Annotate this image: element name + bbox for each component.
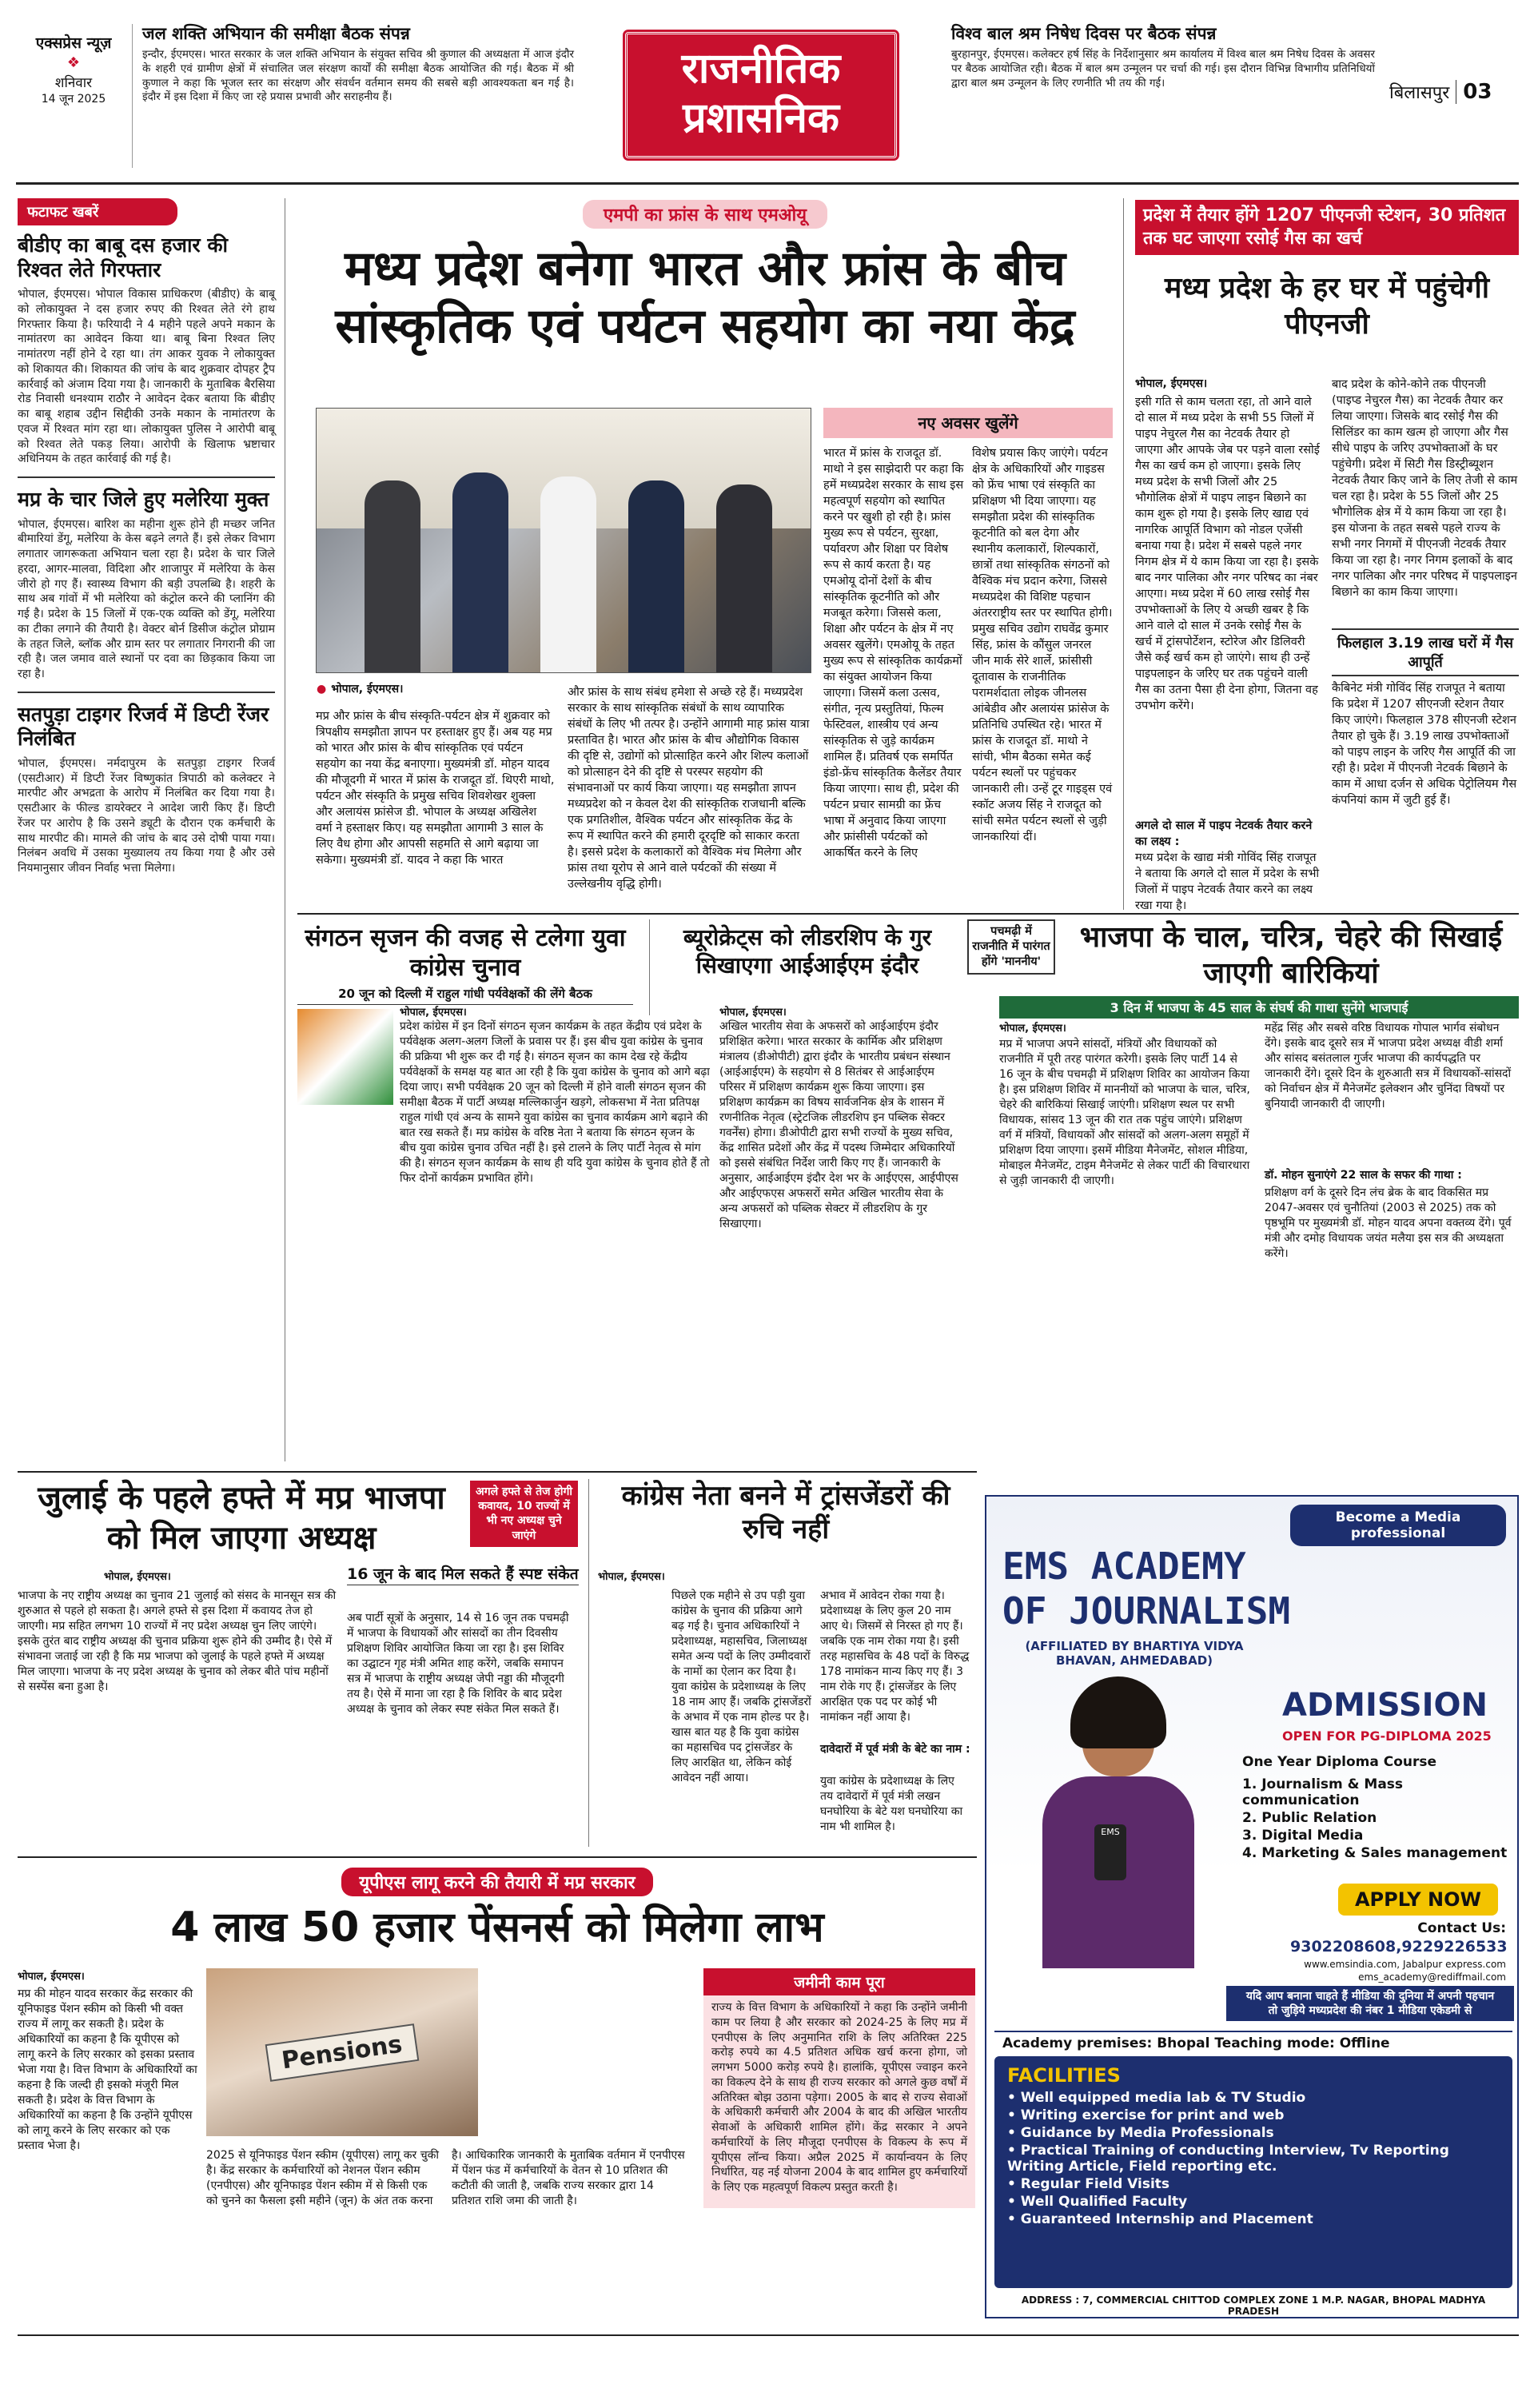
congress-dateline: भोपाल, ईएमएस। [400, 1007, 467, 1019]
bjp-kicker-box: पचमढ़ी में राजनीति में पारंगत होंगे 'माननीय' [967, 919, 1055, 975]
left-story-3-body: भोपाल, ईएमएस। नर्मदापुरम के सतपुड़ा टाइगर रिजर्व (एसटीआर) में डिप्टी रेंजर विष्णुकांत त्रिपाठी को कलेक्टर ने मारपीट और अभद्रता के आरोप में निलंबित कर दिया गया है। एसटीआर के फील्ड डायरेक्टर ने आदेश जारी किए हैं। डिप्टी रेंजर पर आरोप है कि उसने ड्यूटी के दौरान एक कर्मचारी के साथ मारपीट की। मामले की जांच के बाद उसे दोषी पाया गया। निलंबन अवधि में उसका मुख्यालय तय किया गया है और उसे नियमानुसार जीवन निर्वाह भत्ता मिलेगा। [18, 756, 275, 875]
bjp-president-body-b: अब पार्टी सूत्रों के अनुसार, 14 से 16 जून तक पचमढ़ी में भाजपा के विधायकों और सांसदों का तीन दिवसीय प्रशिक्षण शिविर आयोजित किया जा रहा है। इस शिविर का उद्घाटन गृह मंत्री अमित शाह करेंगे, जबकि समापन सत्र में भाजपा के राष्ट्रीय अध्यक्ष जेपी नड्डा की मौजूदगी तय है। ऐसे में माना जा रहा है कि शिविर के बाद प्रदेश अध्यक्ष के चुनाव को लेकर स्पष्ट संकेत मिल सकते हैं। [347, 1612, 569, 1716]
right-headline: मध्य प्रदेश के हर घर में पहुंचेगी पीएनजी [1164, 272, 1490, 341]
section-title-line1: राजनीतिक [681, 45, 841, 93]
transgender-headline: कांग्रेस नेता बनने में ट्रांसजेंडरों की रुचि नहीं [621, 1480, 950, 1546]
ad-course-list [1242, 1775, 1517, 1863]
ad-admission: ADMISSION [1282, 1687, 1488, 1724]
right-sub2: फिलहाल 3.19 लाख घरों में गैस आपूर्ति [1332, 628, 1519, 676]
ad-course-1: 1. Journalism & Mass communication [1242, 1776, 1404, 1808]
brand-name: एक्सप्रेस न्यूज़ [35, 34, 112, 52]
lead-sidebar-label: नए अवसर खुलेंगे [918, 413, 1018, 433]
left-column [18, 198, 275, 876]
masthead-date: 14 जून 2025 [41, 93, 106, 106]
ad-facility-6: • Well Qualified Faculty [1007, 2194, 1188, 2210]
lead-kicker: एमपी का फ्रांस के साथ एमओयू [583, 200, 827, 229]
lead-photo [316, 408, 811, 673]
left-story-2-body: भोपाल, ईएमएस। बारिश का महीना शुरू होने ही मच्छर जनित बीमारियां डेंगू, मलेरिया के केस बढ़ने लगते हैं। इसे लेकर विभाग लगातार जागरूकता अभियान चला रहा है। प्रदेश के चार जिले हरदा, आगर-मालवा, विदिशा और शाजापुर में मलेरिया के केस जीरो हो गए हैं। स्वास्थ्य विभाग की बड़ी उपलब्धि है। शहरी के साथ अब गांवों में भी मलेरिया को कंट्रोल करने की प्लानिंग की गई है। प्रदेश के 15 जिलों में एक-एक व्यक्ति को डेंगू, मलेरिया का टीका लगाने की तैयारी है। वेक्टर बोर्न डिसीज कंट्रोल प्रोग्राम के तहत जिले, ब्लॉक और ग्राम स्तर पर लगातार निगरानी की जा रही है। जल जमाव वाले स्थानों पर दवा का छिड़काव किया जा रहा है। [18, 517, 275, 680]
bjp-president-body-a: भाजपा के नए राष्ट्रीय अध्यक्ष का चुनाव 21 जुलाई को संसद के मानसून सत्र की शुरुआत से पहले हो सकता है। अगले हफ्ते से इस दिशा में कवायद तेज हो जाएगी। मप्र सहित लगभग 10 राज्यों में नए प्रदेश अध्यक्ष चुन लिए जाएंगे। इसके तुरंत बाद राष्ट्रीय अध्यक्ष की चुनाव प्रक्रिया शुरू होने की उम्मीद है। ऐसे में संभावना जताई जा रही है कि मप्र भाजपा को जुलाई के पहले हफ्ते में अध्यक्ष मिल जाएगा। भाजपा के नए प्रदेश अध्यक्ष के चुनाव को लेकर बीते पांच महीनों से सस्पेंस बना हुआ है। [18, 1589, 337, 1693]
bureaucrats-body: अखिल भारतीय सेवा के अफसरों को आईआईएम इंदौर प्रशिक्षित करेगा। भारत सरकार के कार्मिक और प्रशिक्षण मंत्रालय (डीओपीटी) द्वारा इंदौर के भारतीय प्रबंधन संस्थान (आईआईएम) के सहयोग से 8 सितंबर से आईआईएम परिसर में प्रशिक्षण कार्यक्रम शुरू किया जाएगा। इस प्रशिक्षण कार्यक्रम का विषय सार्वजनिक क्षेत्र के शासन में रणनीतिक नेतृत्व (स्ट्रेटजिक लीडरशिप इन पब्लिक सेक्टर गवर्नेंस) होगा। डीओपीटी द्वारा सभी राज्यों के मुख्य सचिव, केंद्र शासित प्रदेशों और केंद्र में पदस्थ जिम्मेदार अधिकारियों को इससे संबंधित निर्देश जारी किए गए हैं। जानकारी के अनुसार, आईआईएम इंदौर देश भर के आईएएस, आईपीएस और आईएफएस अफसरों समेत अखिल भारतीय सेवा के अन्य अफसरों को पब्लिक सेक्टर में लीडरशिप के गुर सिखाएगा। [719, 1020, 958, 1230]
brand-ornament-icon: ❖ [66, 54, 81, 71]
ad-facility-3: • Guidance by Media Professionals [1007, 2125, 1274, 2141]
right-body-d: कैबिनेट मंत्री गोविंद सिंह राजपूत ने बताया कि प्रदेश में 1207 सीएनजी स्टेशन तैयार किए जाएंगे। फिलहाल 378 सीएनजी स्टेशन तैयार हो चुके हैं। 3.19 लाख उपभोक्ताओं को पाइप लाइन के जरिए गैस आपूर्ति की जा रही है। प्रदेश में पीएनजी नेटवर्क बिछाने के काम में आधा दर्जन से अधिक पेट्रोलियम गैस कंपनियां काम में जुटी हुई हैं। [1332, 682, 1517, 807]
section-banner [625, 32, 897, 158]
lead-body-a: मप्र और फ्रांस के बीच संस्कृति-पर्यटन क्षेत्र में शुक्रवार को त्रिपक्षीय समझौता ज्ञापन पर हस्ताक्षर हुए हैं। अब यह मप्र को भारत और फ्रांस के बीच सांस्कृतिक एवं पर्यटन सहयोग का नया केंद्र बनाएगा। मुख्यमंत्री डॉ. मोहन यादव की मौजूदगी में भारत में फ्रांस के राजदूत डॉ. थिएरी माथो, पर्यटन और संस्कृति के प्रमुख सचिव शिवशेखर शुक्ला और अलायंस फ्रांसेज डी. भोपाल के अध्यक्ष अखिलेश वर्मा ने हस्ताक्षर किए। यह समझौता आगामी 3 साल के लिए वैध होगा और आपसी सहमति से आगे बढ़ाया जा सकेगा। मुख्यमंत्री डॉ. यादव ने कहा कि भारत [316, 710, 555, 867]
bullet-icon: • [1007, 2176, 1021, 2192]
left-story-1 [18, 233, 275, 467]
masthead [0, 0, 1534, 184]
bjp-dateline: भोपाल, ईएमएस। [999, 1023, 1066, 1035]
ad-course-3: 3. Digital Media [1242, 1828, 1364, 1844]
pension-body-b: 2025 से यूनिफाइड पेंशन स्कीम (यूपीएस) लागू कर चुकी है। केंद्र सरकार के कर्मचारियों को नेशनल पेंशन स्कीम (एनपीएस) और यूनिफाइड पेंशन स्कीम में से किसी एक को चुनने का फैसला इसी महीने (जून) के अंत तक करना है। आधिकारिक जानकारी के मुताबिक वर्तमान में एनपीएस में पेंशन फंड में कर्मचारियों के वेतन से 10 प्रतिशत की कटौती की जाती है, जबकि राज्य सरकार द्वारा 14 प्रतिशत राशि जमा की जाती है। [206, 2149, 685, 2207]
transgender-dateline: भोपाल, ईएमएस। [598, 1571, 665, 1583]
right-body-b: मध्य प्रदेश के खाद्य मंत्री गोविंद सिंह राजपूत ने बताया कि अगले दो साल में प्रदेश के सभी जिलों में पाइप नेटवर्क तैयार करने का लक्ष्य रखा गया है। [1135, 851, 1320, 912]
bjp-sub: डॉ. मोहन सुनाएंगे 22 साल के सफर की गाथा : [1265, 1169, 1462, 1182]
pension-dateline: भोपाल, ईएमएस। [18, 1971, 85, 1983]
lead-headline: मध्य प्रदेश बनेगा भारत और फ्रांस के बीच सांस्कृतिक एवं पर्यटन सहयोग का नया केंद्र [335, 241, 1075, 354]
transgender-sub: दावेदारों में पूर्व मंत्री के बेटे का नाम : [820, 1743, 970, 1756]
ad-email: ems_academy@rediffmail.com [1358, 1971, 1506, 1983]
pension-body-a: मप्र की मोहन यादव सरकार केंद्र सरकार की यूनिफाइड पेंशन स्कीम को किसी भी वक्त राज्य में लागू कर सकती है। प्रदेश के अधिकारियों का कहना है कि यूपीएस को लागू करने के लिए सरकार को इसका प्रस्ताव भेजा गया है। वित्त विभाग के अधिकारियों का कहना है कि जल्दी ही इसको मंजूरी मिल सकती है। प्रदेश के वित्त विभाग के अधिकारियों का कहना है कि उन्होंने यूपीएस को लागू करने के लिए सरकार को एक प्रस्ताव भेजा है। [18, 1987, 197, 2152]
bjp-deck: 3 दिन में भाजपा के 45 साल के संघर्ष की गाथा सुनेंगे भाजपाई [999, 996, 1519, 1019]
congress-photo [297, 1009, 393, 1105]
ad-open-for: OPEN FOR PG-DIPLOMA 2025 [1282, 1728, 1492, 1744]
ad-title-2: OF JOURNALISM [1002, 1589, 1291, 1633]
right-dateline: भोपाल, ईएमएस। [1135, 377, 1208, 390]
transgender-body-a: पिछले एक महीने से उप पड़ी युवा कांग्रेस के चुनाव की प्रक्रिया आगे बढ़ गई है। चुनाव अधिकारियों ने प्रदेशाध्यक्ष, महासचिव, जिलाध्यक्ष समेत अन्य पदों के लिए उम्मीदवारों के नामों का ऐलान कर दिया है। युवा कांग्रेस के प्रदेशाध्यक्ष के लिए 18 नाम आए हैं। जबकि ट्रांसजेंडरों के अभाव में एक नाम होल्ड पर है। खास बात यह है कि युवा कांग्रेस का महासचिव पद ट्रांसजेंडर के लिए आरक्षित था, लेकिन कोई आवेदन नहीं आया। [671, 1589, 811, 1784]
ad-facility-7: • Guaranteed Internship and Placement [1007, 2211, 1313, 2227]
right-sub1: अगले दो साल में पाइप नेटवर्क तैयार करने का लक्ष्य : [1135, 819, 1313, 848]
bjp-president-headline: जुलाई के पहले हफ्ते में मप्र भाजपा को मिल जाएगा अध्यक्ष [38, 1480, 445, 1557]
page-number: 03 [1463, 80, 1492, 104]
bjp-president-side-box: अगले हफ्ते से तेज होगी कवायद, 10 राज्यों में भी नए अध्यक्ष चुने जाएंगे [470, 1481, 578, 1547]
bjp-headline: भाजपा के चाल, चरित्र, चेहरे की सिखाई जाएगी बारिकियां [1079, 921, 1503, 990]
right-body-c: बाद प्रदेश के कोने-कोने तक पीएनजी (पाइप्ड नेचुरल गैस) का नेटवर्क तैयार कर लिया जाएगा। जिसके बाद रसोई गैस की सिलिंडर का काम खत्म हो जाएगा और गैस सीधे पाइप के जरिए उपभोक्ताओं के घर पहुंचेगी। प्रदेश में सिटी गैस डिस्ट्रीब्यूशन नेटवर्क तैयार किए जाने के लिए तेजी से काम चल रहा है। प्रदेश के 55 जिलों और 25 भौगोलिक क्षेत्र में ये काम किया जा रहा है। इस योजना के तहत सबसे पहले राज्य के सभी नगर निगमों में पीएनजी नेटवर्क तैयार किया जा रहा है। नगर निगम इलाकों के बाद नगर पालिका और नगर परिषद में पाइपलाइन बिछाने का काम किया जाएगा। [1332, 378, 1518, 599]
ad-facilities-title: FACILITIES [1007, 2064, 1121, 2087]
lead-sidebar [823, 408, 1113, 438]
ad-top-tag: Become a Media professional [1290, 1505, 1506, 1546]
pension-kicker: यूपीएस लागू करने की तैयारी में मप्र सरकार [341, 1868, 652, 1896]
bullet-icon: • [1007, 2125, 1021, 2141]
right-body-a: इसी गति से काम चलता रहा, तो आने वाले दो साल में मध्य प्रदेश के सभी 55 जिलों में पाइप नेचुरल गैस का नेटवर्क तैयार हो जाएगा और आपके जेब पर पड़ने वाला रसोई गैस का खर्च कम हो जाएगा। इसके लिए मध्य प्रदेश के सभी जिलों और 25 भौगोलिक क्षेत्रों में पाइप लाइन बिछाने का काम शुरू हो गया है। इसके लिए खाद्य एवं नागरिक आपूर्ति विभाग को नोडल एजेंसी बनाया गया है। प्रदेश में सबसे पहले नगर निगम क्षेत्र में ये काम किया जा रहा है। इसके बाद नगर पालिका और नगर परिषद का नंबर आएगा। मध्य प्रदेश में 60 लाख रसोई गैस उपभोक्ताओं के लिए ये अच्छी खबर है कि आने वाले दो साल में उनके रसोई गैस के खर्च में ट्रांसपोर्टेशन, स्टोरेज और डिलिवरी जैसे कई खर्च कम हो जाएंगे। साथ ही उन्हें पाइपलाइन के जरिए घर तक पहुंचने वाली गैस का उतना पैसा ही देना होगा, जितना वह उपभोग करेंगे। [1135, 396, 1320, 712]
pension-sidebar [703, 1968, 975, 2208]
transgender-body-b: अभाव में आवेदन रोका गया है। प्रदेशाध्यक्ष के लिए कुल 20 नाम आए थे। जिसमें से निरस्त हो गए हैं। जबकि एक नाम रोका गया है। इसी तरह महासचिव के 48 पदों के विरुद्ध 178 नामांकन मान्य किए गए हैं। 3 नाम रोके गए हैं। ट्रांसजेंडर के लिए आरक्षित एक पद पर कोई भी नामांकन नहीं आया है। [820, 1589, 970, 1724]
congress-body: प्रदेश कांग्रेस में इन दिनों संगठन सृजन कार्यक्रम के तहत केंद्रीय एवं प्रदेश के पर्यवेक्षक अलग-अलग जिलों के प्रवास पर हैं। इस बीच युवा कांग्रेस के चुनाव की प्रक्रिया भी शुरू कर दी गई है। संगठन सृजन का काम देख रहे केंद्रीय पर्यवेक्षकों के समक्ष यह बात आ रही है कि युवा कांग्रेस के चुनाव को आगे बढ़ा दिया जाए। सभी पर्यवेक्षक 20 जून को दिल्ली में होने वाली संगठन सृजन की समीक्षा बैठक में पार्टी अध्यक्ष मल्लिकार्जुन खड़गे, लोकसभा में नेता प्रतिपक्ष राहुल गांधी एवं अन्य के सामने युवा कांग्रेस का चुनाव कार्यक्रम आगे बढ़ाने की बात रख सकते हैं। मप्र कांग्रेस के वरिष्ठ नेता ने बताया कि संगठन सृजन के बीच युवा कांग्रेस चुनाव उचित नहीं है। इसे टालने के लिए पार्टी नेतृत्व से मांग की है। संगठन सृजन कार्यक्रम के साथ ही यदि युवा कांग्रेस के चुनाव होते हैं तो फिर दोनों कार्यक्रम प्रभावित होंगे। [400, 1020, 710, 1185]
left-story-2 [18, 488, 275, 682]
left-story-1-body: भोपाल, ईएमएस। भोपाल विकास प्राधिकरण (बीडीए) के बाबू को लोकायुक्त ने दस हजार रुपए की रिश्वत लेते रंगे हाथ गिरफ्तार किया है। फरियादी ने 4 महीने पहले अपने मकान के नामांतरण का आवेदन किया था। बाबू बिना रिश्वत लिए नामांतरण नहीं होने दे रहा था। तंग आकर युवक ने लोकायुक्त को शिकायत की। शिकायत की जांच के बाद शुक्रवार दोपहर ट्रैप कार्रवाई को अंजाम दिया गया है। जानकारी के मुताबिक बैरसिया रोड निवासी धनश्याम राठौर ने आवेदन देकर बताया कि बीडीए का बाबू शहाब उद्दीन सिद्दीकी उनके मकान के नामांतरण के एवज में रिश्वत मांग रहा था। लोकायुक्त पुलिस ने आरोपी बाबू को रिश्वत लेते पकड़ लिया। आरोपी के खिलाफ भ्रष्टाचार अधिनियम के तहत कार्रवाई की गई है। [18, 288, 275, 466]
ad-facility-1: • Well equipped media lab & TV Studio [1007, 2090, 1306, 2106]
bureaucrats-headline: ब्यूरोक्रेट्स को लीडरशिप के गुर सिखाएगा आईआईएम इंदौर [683, 924, 932, 979]
ad-title-1: EMS ACADEMY [1002, 1545, 1246, 1588]
section-title-line2: प्रशासनिक [683, 94, 839, 143]
ad-mic-label: EMS [1101, 1827, 1120, 1837]
ad-facility-5: • Regular Field Visits [1007, 2176, 1170, 2192]
congress-deck: 20 जून को दिल्ली में राहुल गांधी पर्यवेक्षकों की लेंगे बैठक [297, 986, 633, 1005]
masthead-divider [16, 182, 1519, 185]
left-story-2-headline: मप्र के चार जिले हुए मलेरिया मुक्त [18, 488, 269, 511]
bureaucrats-dateline: भोपाल, ईएमएस। [719, 1007, 787, 1019]
congress-story [297, 924, 633, 1005]
ad-apply-button[interactable]: APPLY NOW [1338, 1884, 1498, 1916]
bullet-icon: • [1007, 2090, 1021, 2106]
left-story-3 [18, 703, 275, 876]
ad-affiliation: (AFFILIATED BY BHARTIYA VIDYA BHAVAN, AHMEDABAD) [1025, 1639, 1244, 1668]
ad-presenter [1018, 1672, 1218, 1968]
quick-news-label: फटाफट खबरें [18, 198, 177, 225]
top-left-headline: जल शक्ति अभियान की समीक्षा बैठक संपन्न [142, 24, 410, 43]
ad-premises: Academy premises: Bhopal Teaching mode: Offline [994, 2031, 1512, 2055]
congress-headline: संगठन सृजन की वजह से टलेगा युवा कांग्रेस चुनाव [305, 924, 626, 982]
top-left-story [142, 22, 574, 105]
transgender-body-c: युवा कांग्रेस के प्रदेशाध्यक्ष के लिए तय दावेदारों में पूर्व मंत्री लखन घनघोरिया के बेटे यश घनघोरिया का नाम भी शामिल है। [820, 1775, 963, 1833]
ad-phones: 9302208608,9229226533 [1290, 1938, 1508, 1956]
bullet-icon: • [1007, 2143, 1021, 2159]
ad-facility-4: • Practical Training of conducting Interview, Tv Reporting Writing Article, Field reporting etc. [1007, 2143, 1449, 2175]
masthead-day: शनिवार [54, 75, 93, 91]
lead-body-c: भारत में फ्रांस के राजदूत डॉ. माथो ने इस साझेदारी पर कहा कि हमें मध्यप्रदेश सरकार के साथ इस महत्वपूर्ण सहयोग को स्थापित करने पर खुशी हो रही है। फ्रांस मुख्य रूप से पर्यटन, सुरक्षा, पर्यावरण और शिक्षा पर विशेष रूप से कार्य करता है। यह एमओयू दोनों देशों के बीच सांस्कृतिक कूटनीति को और मजबूत करेगा। जिससे कला, शिक्षा और पर्यटन के क्षेत्र में नए अवसर खुलेंगे। एमओयू के तहत मुख्य रूप से सांस्कृतिक कार्यक्रमों का संयुक्त आयोजन किया जाएगा। जिसमें कला उत्सव, संगीत, नृत्य प्रस्तुतियां, फिल्म फेस्टिवल, शास्त्रीय एवं अन्य सांस्कृतिक से जुड़े कार्यक्रम शामिल हैं। प्रतिवर्ष एक समर्पित इंडो-फ्रेंच सांस्कृतिक कैलेंडर तैयार किया जाएगा। साथ ही, प्रदेश की पर्यटन प्रचार सामग्री का फ्रेंच भाषा में अनुवाद किया जाएगा और फ्रांसीसी पर्यटकों को आकर्षित करने के लिए [823, 447, 964, 859]
ad-web: www.emsindia.com, Jabalpur express.com [1304, 1959, 1506, 1970]
top-left-body: इन्दौर, ईएमएस। भारत सरकार के जल शक्ति अभियान के संयुक्त सचिव श्री कुणाल की अध्यक्षता में आज इंदौर के शहरी एवं ग्रामीण क्षेत्रों में संचालित जल संरक्षण कार्यों की समीक्षा बैठक आयोजित की गई। बैठक में श्री कुणाल ने कहा कि भूजल स्तर का संरक्षण और संवर्धन वर्तमान समय की सबसे बड़ी आवश्यकता बन गई है। इंदौर में इस दिशा में किए जा रहे प्रयास प्रभावी और सराहनीय हैं। [142, 48, 574, 104]
ad-hindi-tag: यदि आप बनाना चाहते हैं मीडिया की दुनिया में अपनी पहचान तो जुड़िये मध्यप्रदेश की नंबर 1 मीडिया एकेडमी से [1226, 1986, 1514, 2021]
lead-body-b: और फ्रांस के साथ संबंध हमेशा से अच्छे रहे हैं। मध्यप्रदेश सरकार के साथ सांस्कृतिक संबंधों के साथ व्यापारिक संबंधों के लिए भी तत्पर है। उन्होंने आगामी माह फ्रांस यात्रा प्रस्तावित है। भारत और फ्रांस के बीच औद्योगिक विकास की दृष्टि से, उद्योगों को प्रोत्साहित करने और शिल्प कलाओं को प्रोत्साहन देने की दृष्टि से परस्पर सहयोग की संभावनाओं पर कार्य किया जाएगा। यह समझौता ज्ञापन मध्यप्रदेश को न केवल देश की सांस्कृतिक राजधानी बल्कि एक प्रगतिशील, वैश्विक पर्यटन और सांस्कृतिक केंद्र के रूप में स्थापित करने की हमारी दूरदृष्टि को साकार करता है। इससे प्रदेश के कलाकारों को वैश्विक मंच मिलेगा और फ्रांस तथा यूरोप से आने वाले पर्यटकों की संख्या में उल्लेखनीय वृद्धि होगी। [568, 686, 810, 891]
pension-photo [206, 1968, 478, 2136]
ad-facilities-box [994, 2056, 1512, 2288]
dateline-bullet-icon: ● [317, 682, 327, 696]
ad-course-2: 2. Public Relation [1242, 1810, 1377, 1826]
left-story-1-headline: बीडीए का बाबू दस हजार की रिश्वत लेते गिरफ्तार [18, 233, 229, 281]
top-right-body: बुरहानपुर, ईएमएस। कलेक्टर हर्ष सिंह के निर्देशानुसार श्रम कार्यालय में विश्व बाल श्रम निषेध दिवस के अवसर पर बैठक आयोजित रही। बैठक में बाल श्रम उन्मूलन पर चर्चा की गई। इस दौरान विभिन्न विभागीय प्रतिनिधियों द्वारा बाल श्रम उन्मूलन के लिए रणनीति भी तय की गई। [951, 48, 1375, 90]
ems-academy-ad [985, 1495, 1519, 2318]
bjp-body-c: प्रशिक्षण वर्ग के दूसरे दिन लंच ब्रेक के बाद विकसित मप्र 2047-अवसर एवं चुनौतियां (2003 से 2025) तक को पृष्ठभूमि पर मुख्यमंत्री डॉ. मोहन यादव अपना वक्तव्य देंगे। पूर्व मंत्री और दमोह विधायक जयंत मलैया इस सत्र की अध्यक्षता करेंगे। [1265, 1186, 1512, 1260]
ad-course-title: One Year Diploma Course [1242, 1754, 1437, 1770]
right-banner: प्रदेश में तैयार होंगे 1207 पीएनजी स्टेशन, 30 प्रतिशत तक घट जाएगा रसोई गैस का खर्च [1135, 200, 1519, 255]
bjp-body-b: महेंद्र सिंह और सबसे वरिष्ठ विधायक गोपाल भार्गव संबोधन देंगे। इसके बाद दूसरे सत्र में भाजपा प्रदेश अध्यक्ष वीडी शर्मा और सांसद बसंतलाल गुर्जर भाजपा की कार्यपद्धति पर जानकारी देंगे। दूसरे दिन के शुरुआती सत्र में विधायकों-सांसदों को निर्वाचन क्षेत्र में मैनेजमेंट इलेक्शन और चुनिंदा विषयों पर बुनियादी जानकारी दी जाएगी। [1265, 1022, 1512, 1110]
ad-address: ADDRESS : 7, COMMERCIAL CHITTOD COMPLEX ZONE 1 M.P. NAGAR, BHOPAL MADHYA PRADESH [1021, 2294, 1486, 2317]
bjp-body-a: मप्र में भाजपा अपने सांसदों, मंत्रियों और विधायकों को राजनीति में पूरी तरह पारंगत करेगी। इसके लिए पार्टी 14 से 16 जून के बीच पचमढ़ी में प्रशिक्षण शिविर का आयोजन किया है। इस प्रशिक्षण शिविर में माननीयों को भाजपा के चाल, चरित्र, चेहरे की बारिकियां सिखाई जाएंगी। प्रशिक्षण स्थल पर सभी विधायक, सांसद 13 जून की रात तक पहुंच जाएंगे। प्रशिक्षण वर्ग में मंत्रियों, विधायकों और सांसदों को अलग-अलग समूहों में प्रशिक्षण दिया जाएगा। इसमें मीडिया मैनेजमेंट, सोशल मीडिया, मोबाइल मैनेजमेंट, टाइम मैनेजमेंट से लेकर पार्टी की विचारधारा से जुड़ी जानकारी दी जाएगी। [999, 1038, 1250, 1187]
lead-story [297, 200, 1113, 355]
bullet-icon: • [1007, 2194, 1021, 2210]
bjp-president-dateline: भोपाल, ईएमएस। [104, 1571, 171, 1583]
pension-sidebar-body: राज्य के वित्त विभाग के अधिकारियों ने कहा कि उन्होंने जमीनी काम पर लिया है और सरकार को 2024-25 के लिए मप्र में एनपीएस के लिए अनुमानित राशि के लिए अतिरिक्त 225 करोड़ रुपये का 4.5 प्रतिशत अधिक खर्च करना होगा, जो लगभग 5000 करोड़ रुपये है। हालांकि, यूपीएस ज्वाइन करने का विकल्प देने के साथ ही राज्य सरकार को अगले कुछ वर्षों में अतिरिक्त बोझ उठाना पड़ेगा। 2005 के बाद से राज्य सेवाओं के अधिकारी कर्मचारी और 2004 के बाद की अखिल भारतीय सेवाओं के अधिकारी शामिल होंगे। केंद्र सरकार ने अपने कर्मचारियों के लिए मौजूदा एनपीएस के विकल्प के रूप में यूपीएस लॉन्च किया। अप्रैल 2025 में कार्यान्वयन के लिए निर्धारित, यह नई योजना 2004 के बाद शामिल हुए कर्मचारियों के लिए एक महत्वपूर्ण विकल्प प्रस्तुत करती है। [711, 2001, 967, 2194]
pension-sidebar-label: जमीनी काम पूरा [703, 1968, 975, 1995]
bullet-icon: • [1007, 2107, 1021, 2123]
bjp-president-sub: 16 जून के बाद मिल सकते हैं स्पष्ट संकेत [347, 1565, 579, 1585]
ad-contact-label: Contact Us: [1417, 1920, 1506, 1936]
ad-course-4: 4. Marketing & Sales management [1242, 1845, 1508, 1861]
pension-photo-caption: Pensions [265, 2023, 419, 2082]
ad-facility-2: • Writing exercise for print and web [1007, 2107, 1285, 2123]
pension-headline: 4 लाख 50 हजार पेंसनर्स को मिलेगा लाभ [170, 1904, 824, 1952]
lead-body-d: विशेष प्रयास किए जाएंगे। पर्यटन क्षेत्र के अधिकारियों और गाइडस को फ्रेंच भाषा एवं संस्कृति का प्रशिक्षण भी दिया जाएगा। यह समझौता प्रदेश की सांस्कृतिक कूटनीति को बल देगा और स्थानीय कलाकारों, शिल्पकारों, छात्रों तथा सांस्कृतिक संगठनों को वैश्विक मंच प्रदान करेगा, जिससे मध्यप्रदेश की विशिष्ट पहचान अंतरराष्ट्रीय स्तर पर स्थापित होगी। प्रमुख सचिव उद्योग राघवेंद्र कुमार सिंह, फ्रांस के कौंसुल जनरल जीन मार्क सेरे शार्ले, फ्रांसीसी दूतावास के राजनीतिक परामर्शदाता लोइक जीनलस आंबेडीव और अलायंस फ्रांसेज के प्रतिनिधि उपस्थित रहे। भारत में फ्रांस के राजदूत डॉ. माथो ने सांची, भीम बैठका समेत कई पर्यटन स्थलों पर पहुंचकर जानकारी ली। उन्हें टूर गाइड्स एवं स्कॉट अजय सिंह ने राजदूत को सांची समेत पर्यटन स्थलों से जुड़ी जानकारियां दीं। [972, 447, 1113, 843]
city-label: बिलासपुर [1389, 83, 1450, 103]
top-right-story [951, 22, 1375, 90]
lead-dateline: ● भोपाल, ईएमएस। [317, 682, 404, 696]
left-story-3-headline: सतपुड़ा टाइगर रिजर्व में डिप्टी रेंजर निलंबित [18, 702, 269, 751]
bullet-icon: • [1007, 2211, 1021, 2227]
top-right-headline: विश्व बाल श्रम निषेध दिवस पर बैठक संपन्न [951, 24, 1217, 43]
